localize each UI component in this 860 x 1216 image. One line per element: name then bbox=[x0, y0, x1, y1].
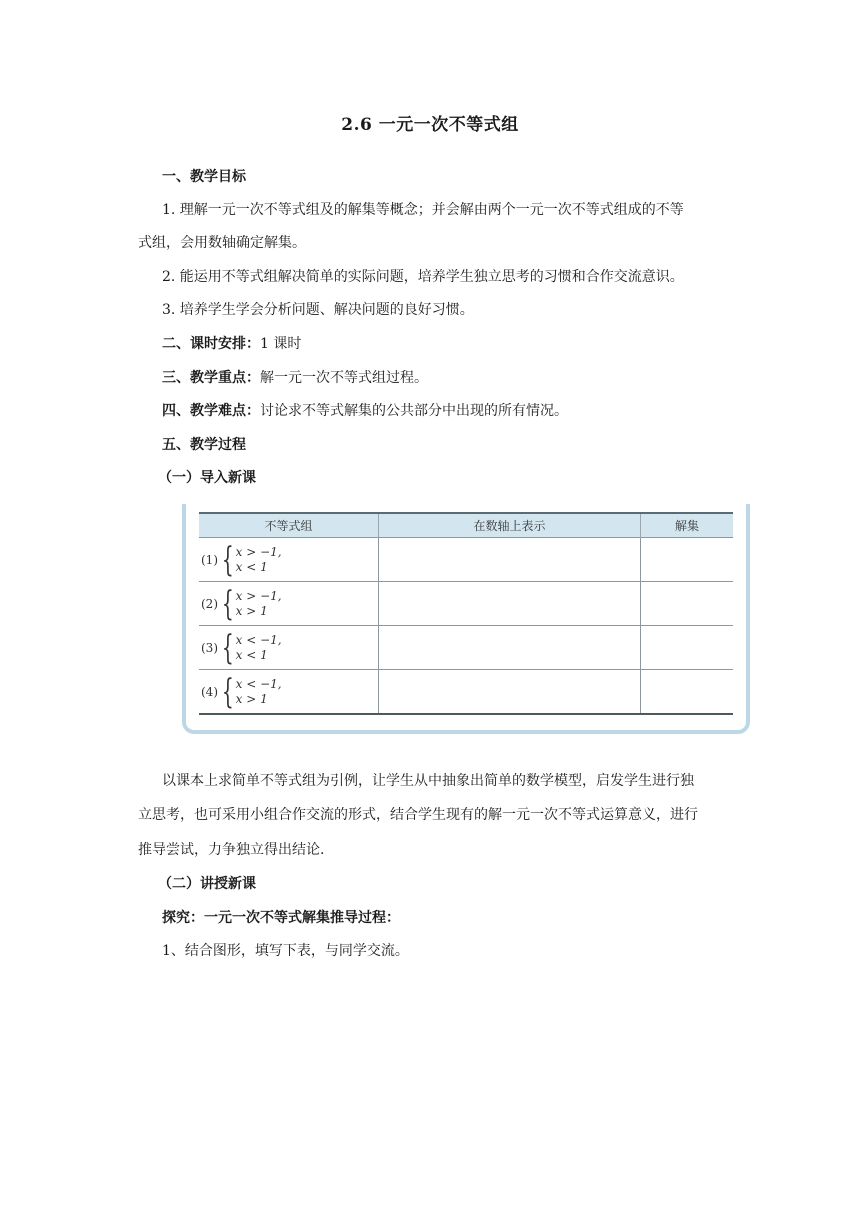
brace-icon: { bbox=[221, 539, 234, 580]
section-heading-objectives: 一、教学目标 bbox=[162, 169, 246, 185]
difficulty bbox=[162, 401, 568, 421]
table-row bbox=[199, 538, 733, 582]
inequality-table-figure bbox=[182, 504, 750, 734]
number-line-cell bbox=[379, 626, 641, 670]
intro-paragraph-line-2: 立思考，也可采用小组合作交流的形式，结合学生现有的解一元一次不等式运算意义，进行 bbox=[138, 807, 698, 823]
difficulty-label: 四、教学难点： bbox=[162, 403, 260, 419]
difficulty-value: 讨论求不等式解集的公共部分中出现的所有情况。 bbox=[260, 403, 568, 419]
goal-3: 3. 培养学生学会分析问题、解决问题的良好习惯。 bbox=[162, 302, 474, 318]
goal-2: 2. 能运用不等式组解决简单的实际问题，培养学生独立思考的习惯和合作交流意识。 bbox=[162, 269, 684, 285]
header-number-line: 在数轴上表示 bbox=[379, 513, 641, 538]
table-row bbox=[199, 670, 733, 715]
number-line-cell bbox=[379, 582, 641, 626]
row-number: (2) bbox=[201, 596, 218, 611]
solution-cell bbox=[640, 582, 733, 626]
key-point bbox=[162, 368, 428, 388]
row-number: (4) bbox=[201, 684, 218, 699]
inequality-b: x < 1 bbox=[235, 559, 268, 574]
inequality-b: x > 1 bbox=[235, 603, 268, 618]
header-solution: 解集 bbox=[640, 513, 733, 538]
solution-cell bbox=[640, 538, 733, 582]
solution-cell bbox=[640, 626, 733, 670]
inequality-table bbox=[199, 512, 733, 715]
number-line-cell bbox=[379, 538, 641, 582]
brace-icon: { bbox=[221, 583, 234, 624]
header-system: 不等式组 bbox=[199, 513, 379, 538]
key-point-label: 三、教学重点： bbox=[162, 370, 260, 386]
subsection-intro: （一）导入新课 bbox=[158, 470, 256, 486]
system-cell bbox=[199, 582, 379, 626]
brace-icon: { bbox=[221, 671, 234, 712]
number-line-cell bbox=[379, 670, 641, 715]
page-title: 2.6 一元一次不等式组 bbox=[341, 115, 519, 135]
section-heading-process: 五、教学过程 bbox=[162, 437, 246, 453]
inequality-a: x < −1, bbox=[235, 632, 282, 647]
brace-icon: { bbox=[221, 627, 234, 668]
inequality-b: x > 1 bbox=[235, 691, 268, 706]
table-row bbox=[199, 626, 733, 670]
row-number: (3) bbox=[201, 640, 218, 655]
class-hours-label: 二、课时安排： bbox=[162, 336, 260, 352]
system-cell bbox=[199, 670, 379, 715]
inequality-a: x < −1, bbox=[235, 676, 282, 691]
inequality-b: x < 1 bbox=[235, 647, 268, 662]
class-hours-value: 1 课时 bbox=[260, 336, 302, 352]
system-cell bbox=[199, 538, 379, 582]
inequality-a: x > −1, bbox=[235, 588, 282, 603]
step-1: 1、结合图形，填写下表，与同学交流。 bbox=[162, 943, 409, 959]
subsection-teaching: （二）讲授新课 bbox=[158, 876, 256, 892]
explore-heading: 探究：一元一次不等式解集推导过程： bbox=[162, 910, 400, 926]
intro-paragraph-line-3: 推导尝试，力争独立得出结论. bbox=[138, 842, 325, 858]
class-hours bbox=[162, 334, 301, 354]
goal-1-line-1: 1. 理解一元一次不等式组及的解集等概念；并会解由两个一元一次不等式组成的不等 bbox=[162, 202, 684, 218]
solution-cell bbox=[640, 670, 733, 715]
table-row bbox=[199, 582, 733, 626]
system-cell bbox=[199, 626, 379, 670]
row-number: (1) bbox=[201, 552, 218, 567]
intro-paragraph-line-1: 以课本上求简单不等式组为引例，让学生从中抽象出简单的数学模型，启发学生进行独 bbox=[162, 773, 694, 789]
inequality-a: x > −1, bbox=[235, 544, 282, 559]
goal-1-line-2: 式组，会用数轴确定解集。 bbox=[138, 235, 306, 251]
key-point-value: 解一元一次不等式组过程。 bbox=[260, 370, 428, 386]
